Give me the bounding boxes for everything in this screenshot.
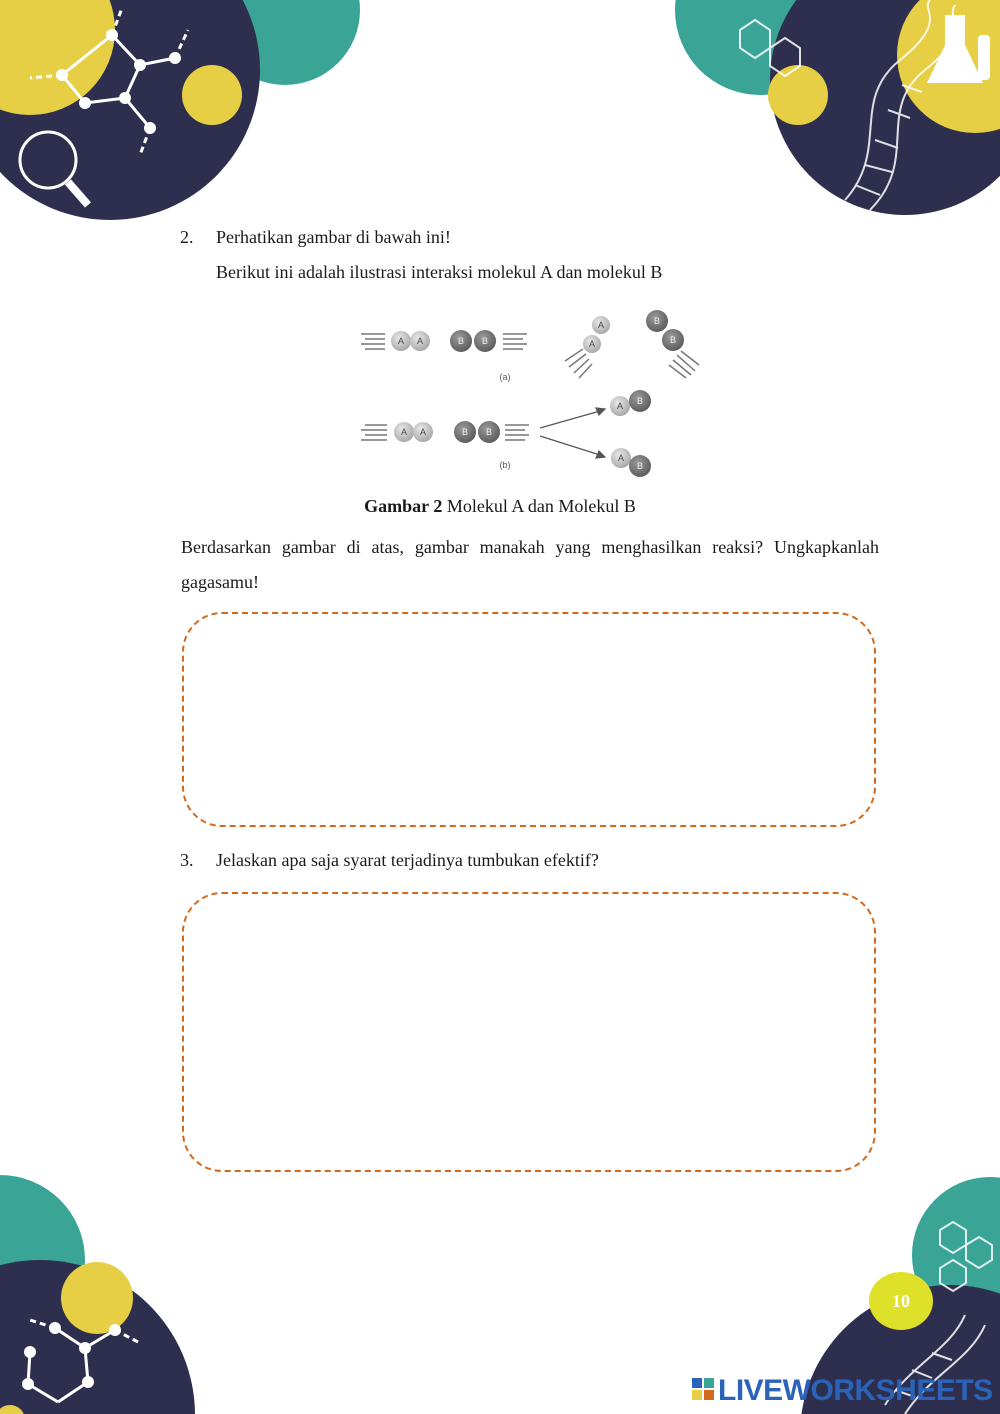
question-2-subtitle: Berikut ini adalah ilustrasi interaksi molekul A dan molekul B bbox=[216, 262, 663, 282]
atom-label: A bbox=[419, 427, 427, 437]
atom-label: B bbox=[636, 396, 644, 406]
figure-caption-label: Gambar 2 bbox=[364, 496, 443, 516]
atom-label: A bbox=[588, 339, 596, 349]
question-3-number: 3. bbox=[180, 850, 194, 870]
top-left-decoration bbox=[0, 0, 360, 230]
atom-label: A bbox=[616, 401, 624, 411]
atom-label: A bbox=[597, 320, 605, 330]
bottom-left-decoration bbox=[0, 1170, 200, 1414]
atom-label: B bbox=[669, 335, 677, 345]
question-2-body: Berdasarkan gambar di atas, gambar manakah yang menghasilkan reaksi? Ungkapkanlah gagasamu! bbox=[181, 537, 879, 592]
figure-caption bbox=[0, 496, 1000, 517]
panel-a bbox=[361, 310, 699, 382]
atom-label: A bbox=[416, 336, 424, 346]
panel-a-label: (a) bbox=[499, 372, 511, 382]
question-2-number: 2. bbox=[180, 227, 194, 247]
answer-box-question-3[interactable] bbox=[182, 892, 876, 1172]
molecule-collision-figure bbox=[355, 303, 715, 483]
liveworksheets-logo-icon bbox=[692, 1378, 714, 1400]
atom-label: B bbox=[636, 461, 644, 471]
top-right-decoration bbox=[670, 0, 1000, 230]
atom-label: B bbox=[481, 336, 489, 346]
atom-label: B bbox=[457, 336, 465, 346]
page-number-badge: 10 bbox=[869, 1272, 933, 1330]
atom-label: A bbox=[397, 336, 405, 346]
atom-label: A bbox=[617, 453, 625, 463]
question-2-prompt: Perhatikan gambar di bawah ini! bbox=[216, 227, 451, 247]
atom-label: B bbox=[485, 427, 493, 437]
liveworksheets-brand: LIVEWORKSHEETS bbox=[718, 1374, 993, 1407]
panel-b bbox=[361, 390, 651, 477]
question-3-prompt: Jelaskan apa saja syarat terjadinya tumbukan efektif? bbox=[216, 850, 599, 870]
atom-label: B bbox=[653, 316, 661, 326]
figure-caption-text: Molekul A dan Molekul B bbox=[442, 496, 636, 516]
answer-box-question-2[interactable] bbox=[182, 612, 876, 827]
atom-label: B bbox=[461, 427, 469, 437]
panel-b-label: (b) bbox=[499, 460, 511, 470]
atom-label: A bbox=[400, 427, 408, 437]
